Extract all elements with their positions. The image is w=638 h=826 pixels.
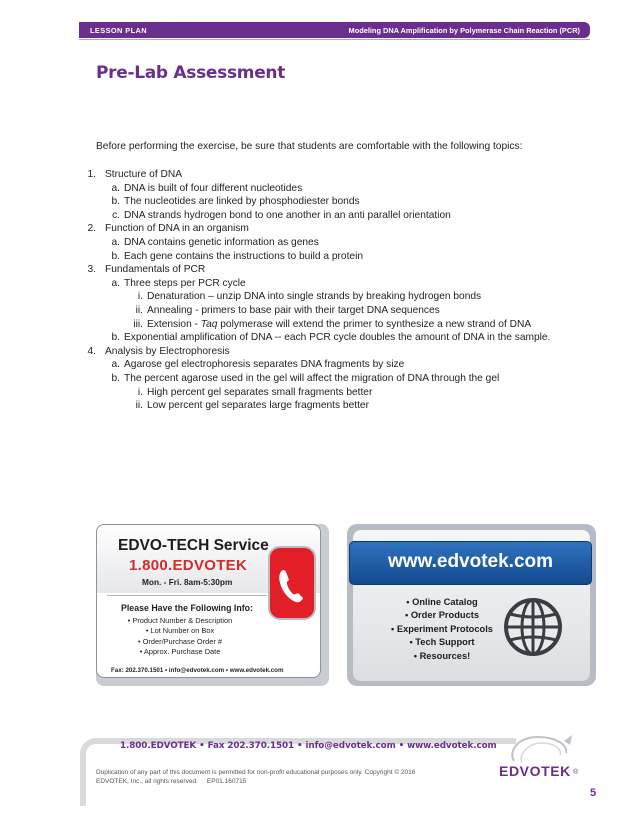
outline-marker: b. (111, 373, 120, 384)
outline-text: Annealing - primers to base pair with their target DNA sequences (147, 305, 440, 316)
outline-item (137, 386, 373, 400)
footer-contact: 1.800.EDVOTEK • Fax 202.370.1501 • info@edvotek.com • www.edvotek.com (120, 741, 497, 751)
service-info-item: • Approx. Purchase Date (139, 647, 221, 657)
outline-text: Each gene contains the instructions to build a protein (124, 250, 363, 262)
outline-marker: a. (111, 359, 120, 371)
outline-text: The nucleotides are linked by phosphodiester bonds (124, 196, 360, 208)
outline-text: DNA contains genetic information as genes (124, 237, 319, 248)
header-bar (79, 22, 590, 38)
outline-marker: a. (111, 277, 120, 289)
outline-text: DNA strands hydrogen bond to one another in an anti parallel orientation (124, 209, 451, 221)
outline-marker: b. (111, 332, 120, 344)
outline-item (111, 358, 405, 372)
service-title: EDVO-TECH Service (118, 537, 269, 554)
outline-item (133, 318, 532, 332)
outline-marker: 1. (87, 169, 96, 180)
outline-item (111, 250, 363, 264)
outline-item (111, 277, 246, 291)
outline-text: Three steps per PCR cycle (124, 277, 246, 289)
intro-text: Before performing the exercise, be sure that students are comfortable with the following topics: (96, 141, 523, 152)
outline-item (111, 182, 303, 196)
footer-legal-line: Duplication of any part of this document is permitted for non-profit educational purposes only. Copyright © 2016 (96, 769, 416, 776)
website-url[interactable]: www.edvotek.com (387, 551, 554, 572)
service-divider (107, 595, 267, 596)
outline-marker: i. (137, 291, 143, 303)
service-phone: 1.800.EDVOTEK (129, 557, 248, 574)
outline-marker: b. (111, 196, 120, 208)
outline-text: The percent agarose used in the gel will affect the migration of DNA through the gel (124, 373, 500, 384)
outline-text: Analysis by Electrophoresis (105, 345, 230, 357)
service-info-heading: Please Have the Following Info: (121, 603, 253, 613)
outline-marker: 4. (87, 345, 96, 357)
website-box (347, 524, 596, 686)
outline-item (112, 209, 451, 223)
outline-marker: c. (112, 209, 120, 221)
footer-legal (96, 769, 415, 787)
website-feature-item: • Order Products (404, 610, 480, 621)
outline-item (87, 263, 206, 277)
header-rule (79, 39, 590, 40)
outline-marker: 3. (87, 264, 96, 276)
logo-registered-mark: ® (573, 769, 579, 776)
footer-legal-line: EDVOTEK, Inc., all rights reserved. EP01.160715 (96, 777, 247, 785)
outline-item (111, 195, 360, 209)
outline-marker: iii. (133, 318, 143, 330)
outline-text: Low percent gel separates large fragments better (147, 400, 369, 412)
website-feature-item: • Experiment Protocols (391, 623, 493, 634)
page-title: Pre-Lab Assessment (96, 63, 286, 83)
outline-marker: a. (111, 237, 120, 248)
outline-marker: a. (111, 182, 120, 194)
service-info-list (97, 616, 263, 658)
outline-item (111, 331, 551, 345)
outline-item (111, 236, 319, 250)
website-feature-item: • Online Catalog (406, 597, 478, 607)
outline-text: Fundamentals of PCR (105, 264, 206, 276)
service-contact-line: Fax: 202.370.1501 • info@edvotek.com • www.edvotek.com (111, 667, 284, 674)
outline-item (137, 290, 482, 304)
outline-marker: 2. (87, 223, 96, 235)
outline-marker: b. (111, 250, 120, 262)
outline-item (135, 304, 440, 318)
outline-text: Structure of DNA (105, 169, 182, 180)
outline-marker: ii. (135, 400, 143, 412)
edvotek-logo: EDVOTEK (499, 763, 571, 779)
outline-item (87, 168, 182, 182)
service-hours: Mon. - Fri. 8am-5:30pm (142, 577, 233, 587)
outline-text: Exponential amplification of DNA -- each PCR cycle doubles the amount of DNA in the sample. (124, 332, 551, 344)
service-info-item: • Lot Number on Box (145, 626, 215, 636)
header-left: LESSON PLAN (90, 25, 147, 35)
outline-item (111, 372, 500, 386)
outline-marker: ii. (135, 305, 143, 316)
service-box (96, 524, 329, 686)
edvotek-logo-mark (506, 733, 578, 767)
outline-marker: i. (137, 386, 143, 398)
website-features (377, 596, 507, 663)
outline-item (87, 345, 230, 359)
header-right: Modeling DNA Amplification by Polymerase Chain Reaction (PCR) (348, 25, 580, 35)
outline-text: Extension - Taq polymerase will extend the primer to synthesize a new strand of DNA (147, 318, 532, 330)
outline-text: Denaturation – unzip DNA into single strands by breaking hydrogen bonds (147, 291, 482, 303)
website-feature-item: • Tech Support (409, 637, 475, 648)
website-feature-item: • Resources! (413, 650, 471, 661)
outline-text: High percent gel separates small fragments better (147, 386, 373, 398)
page-number: 5 (590, 787, 597, 799)
phone-icon (268, 546, 316, 620)
globe-icon (500, 594, 566, 660)
outline-text: DNA is built of four different nucleotides (124, 182, 303, 194)
service-info-item: • Order/Purchase Order # (138, 636, 222, 646)
website-banner[interactable] (349, 541, 592, 585)
outline-item (135, 399, 369, 413)
outline-text: Function of DNA in an organism (105, 223, 249, 235)
service-info-item: • Product Number & Description (127, 616, 233, 625)
outline-text: Agarose gel electrophoresis separates DNA fragments by size (124, 359, 405, 371)
outline-item (87, 222, 249, 236)
